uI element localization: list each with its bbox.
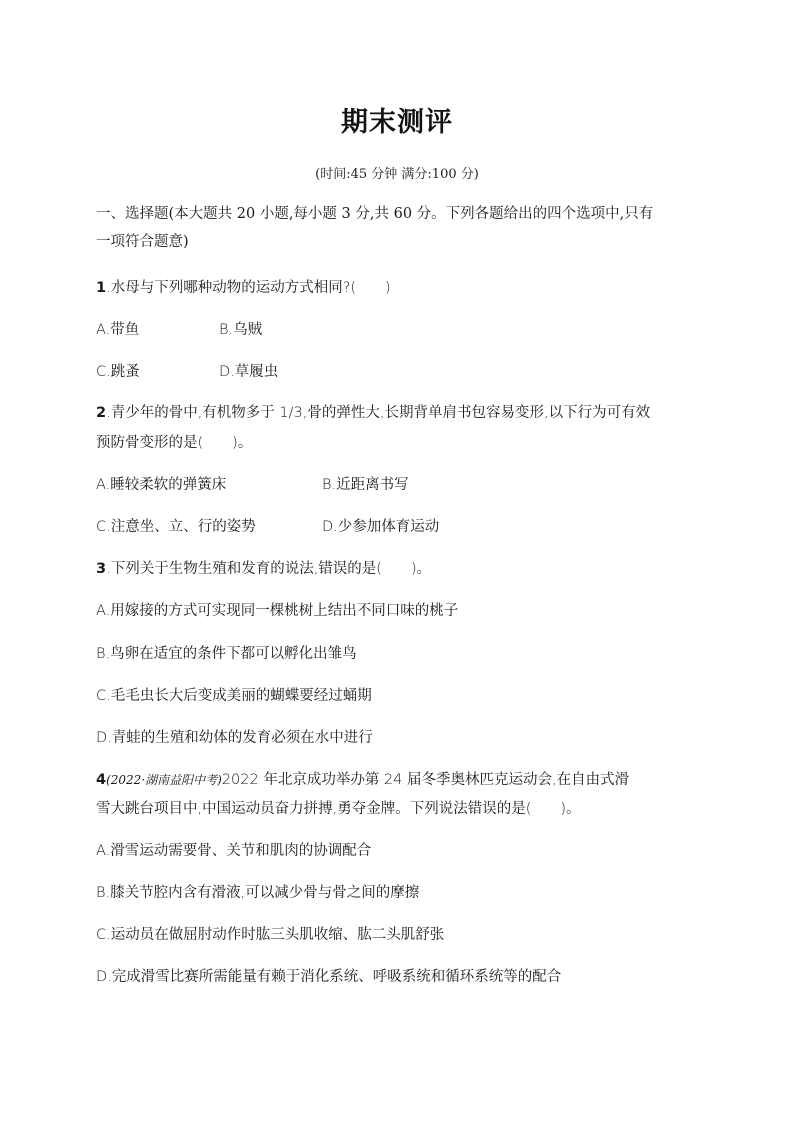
question-1-option-d[interactable]: D.草履虫	[219, 364, 279, 380]
question-source: (2022·湖南益阳中考)	[106, 773, 222, 787]
question-1-option-c[interactable]: C.跳蚤	[96, 364, 140, 380]
question-4-option-d[interactable]: D.完成滑雪比赛所需能量有赖于消化系统、呼吸系统和循环系统等的配合	[96, 969, 562, 985]
page-title: 期末测评	[341, 107, 453, 138]
question-4-option-c[interactable]: C.运动员在做屈肘动作时肱三头肌收缩、肱二头肌舒张	[96, 927, 445, 943]
question-3-option-a[interactable]: A.用嫁接的方式可实现同一棵桃树上结出不同口味的桃子	[96, 603, 459, 619]
question-2-option-c[interactable]: C.注意坐、立、行的姿势	[96, 519, 256, 535]
question-text: .水母与下列哪种动物的运动方式相同?( )	[106, 280, 391, 296]
question-4-stem-line-1	[96, 768, 629, 789]
question-4-option-b[interactable]: B.膝关节腔内含有滑液,可以减少骨与骨之间的摩擦	[96, 885, 420, 901]
question-3-option-b[interactable]: B.鸟卵在适宜的条件下都可以孵化出雏鸟	[96, 646, 357, 662]
section-heading-line-2: 一项符合题意)	[96, 234, 189, 250]
question-number: 2	[96, 405, 107, 421]
exam-time-and-score: (时间:45 分钟 满分:100 分)	[315, 167, 479, 182]
question-3-option-c[interactable]: C.毛毛虫长大后变成美丽的蝴蝶要经过蛹期	[96, 688, 372, 704]
question-text: .青少年的骨中,有机物多于 1/3,骨的弹性大,长期背单肩书包容易变形,以下行为可有效	[106, 405, 651, 421]
question-number: 4	[96, 772, 107, 788]
question-text: .下列关于生物生殖和发育的说法,错误的是( )。	[106, 561, 432, 577]
question-3-stem	[96, 557, 431, 578]
question-text: 2022 年北京成功举办第 24 届冬季奥林匹克运动会,在自由式滑	[221, 772, 630, 788]
question-2-option-a[interactable]: A.睡较柔软的弹簧床	[96, 477, 227, 493]
question-2-stem-line-1	[96, 401, 650, 422]
question-1-option-a[interactable]: A.带鱼	[96, 322, 140, 338]
question-3-option-d[interactable]: D.青蛙的生殖和幼体的发育必须在水中进行	[96, 730, 373, 746]
question-number: 1	[96, 280, 107, 296]
question-4-stem-line-2: 雪大跳台项目中,中国运动员奋力拼搏,勇夺金牌。下列说法错误的是( )。	[96, 801, 581, 817]
question-2-stem-line-2: 预防骨变形的是( )。	[96, 435, 253, 451]
question-2-option-d[interactable]: D.少参加体育运动	[322, 519, 440, 535]
section-heading-line-1: 一、选择题(本大题共 20 小题,每小题 3 分,共 60 分。下列各题给出的四个选项中,只有	[96, 206, 654, 222]
question-2-option-b[interactable]: B.近距离书写	[322, 477, 409, 493]
question-1-option-b[interactable]: B.乌贼	[219, 322, 263, 338]
question-4-option-a[interactable]: A.滑雪运动需要骨、关节和肌肉的协调配合	[96, 843, 372, 859]
question-1-stem	[96, 276, 391, 297]
question-number: 3	[96, 561, 107, 577]
section-heading	[96, 200, 706, 256]
